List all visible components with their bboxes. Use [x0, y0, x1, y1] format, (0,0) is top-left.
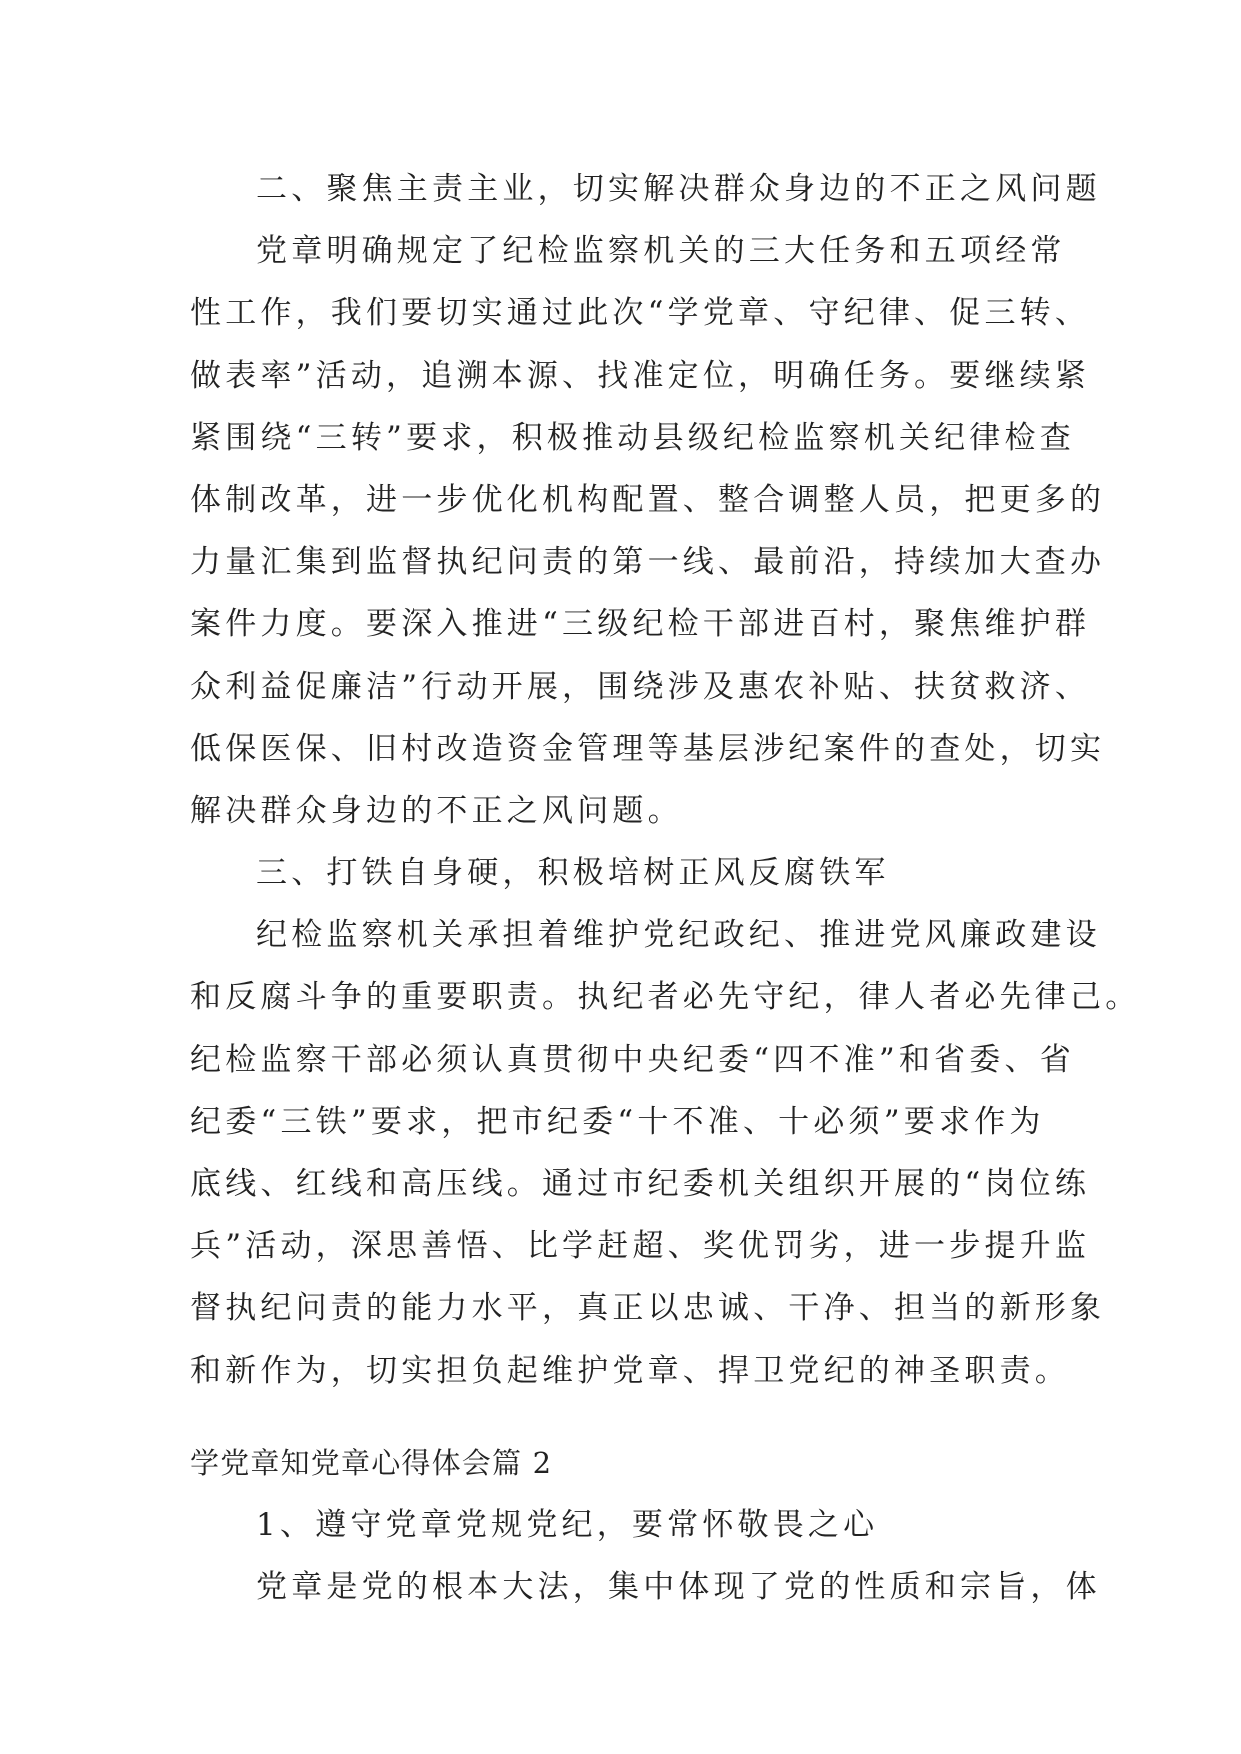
paragraph-line: 做表率”活动，追溯本源、找准定位，明确任务。要继续紧 — [190, 357, 1091, 394]
paragraph-line: 纪检监察机关承担着维护党纪政纪、推进党风廉政建设 — [256, 917, 1101, 954]
article-title: 学党章知党章心得体会篇 2 — [190, 1445, 553, 1480]
document-body — [190, 158, 1141, 1618]
paragraph-line: 力量汇集到监督执纪问责的第一线、最前沿，持续加大查办 — [190, 544, 1106, 581]
paragraph-line: 和新作为，切实担负起维护党章、捍卫党纪的神圣职责。 — [190, 1352, 1070, 1389]
paragraph-line: 案件力度。要深入推进“三级纪检干部进百村，聚焦维护群 — [190, 606, 1091, 643]
paragraph-line: 紧围绕“三转”要求，积极推动县级纪检监察机关纪律检查 — [190, 419, 1075, 456]
paragraph-line: 督执纪问责的能力水平，真正以忠诚、干净、担当的新形象 — [190, 1290, 1106, 1327]
section-heading: 三、打铁自身硬，积极培树正风反腐铁军 — [256, 855, 890, 892]
paragraph-line: 纪检监察干部必须认真贯彻中央纪委“四不准”和省委、省 — [190, 1041, 1075, 1078]
paragraph-line: 低保医保、旧村改造资金管理等基层涉纪案件的查处，切实 — [190, 730, 1106, 767]
section-heading: 二、聚焦主责主业，切实解决群众身边的不正之风问题 — [256, 171, 1101, 207]
paragraph-line: 和反腐斗争的重要职责。执纪者必先守纪，律人者必先律己。 — [190, 979, 1141, 1016]
paragraph-line: 性工作，我们要切实通过此次“学党章、守纪律、促三转、 — [190, 295, 1091, 332]
paragraph-line: 党章明确规定了纪检监察机关的三大任务和五项经常 — [256, 233, 1066, 270]
section-spacer — [190, 1402, 1070, 1432]
paragraph-line: 众利益促廉洁”行动开展，围绕涉及惠农补贴、扶贫救济、 — [190, 668, 1091, 705]
paragraph-line: 兵”活动，深思善悟、比学赶超、奖优罚劣，进一步提升监 — [190, 1228, 1091, 1265]
paragraph-line: 党章是党的根本大法，集中体现了党的性质和宗旨，体 — [256, 1568, 1101, 1605]
paragraph-line: 体制改革，进一步优化机构配置、整合调整人员，把更多的 — [190, 481, 1106, 518]
paragraph-line: 解决群众身边的不正之风问题。 — [190, 792, 683, 829]
paragraph-line: 纪委“三铁”要求，把市纪委“十不准、十必须”要求作为 — [190, 1103, 1045, 1140]
section-heading: 1、遵守党章党规党纪，要常怀敬畏之心 — [256, 1506, 879, 1543]
paragraph-line: 底线、红线和高压线。通过市纪委机关组织开展的“岗位练 — [190, 1166, 1091, 1202]
